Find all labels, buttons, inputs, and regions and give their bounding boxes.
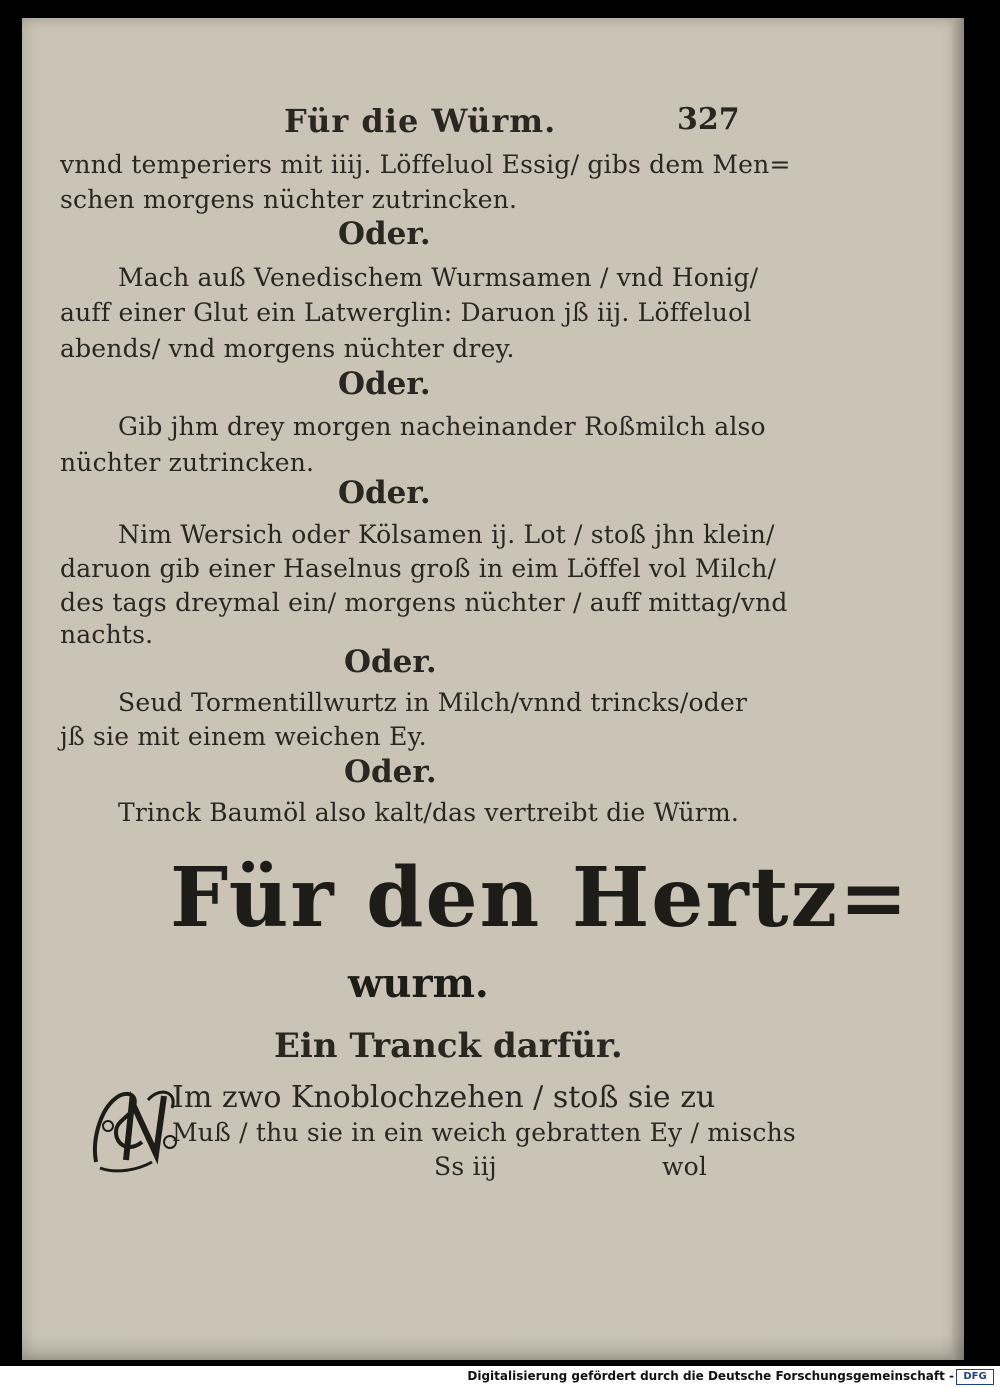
book-page <box>22 18 964 1360</box>
page-shadow <box>22 1334 964 1360</box>
text-line: nachts. <box>60 620 154 649</box>
text-line: schen morgens nüchter zutrincken. <box>60 185 518 214</box>
section-label: Oder. <box>338 475 431 511</box>
text-line: Gib jhm drey morgen nacheinander Roßmilch also <box>118 412 766 441</box>
text-line: auff einer Glut ein Latwerglin: Daruon jß iij. Löffeluol <box>60 298 752 327</box>
section-label: Oder. <box>338 366 431 402</box>
text-line: daruon gib einer Haselnus groß in eim Löffel vol Milch/ <box>60 554 777 583</box>
page-edge <box>952 18 964 1360</box>
text-line: jß sie mit einem weichen Ey. <box>60 722 427 751</box>
text-line: abends/ vnd morgens nüchter drey. <box>60 334 515 363</box>
funding-note: Digitalisierung gefördert durch die Deutsche Forschungsgemeinschaft - <box>467 1369 954 1383</box>
chapter-heading-continued: wurm. <box>348 960 489 1007</box>
text-line: vnnd temperiers mit iiij. Löffeluol Essig/ gibs dem Men= <box>60 150 791 179</box>
section-label: Oder. <box>338 216 431 252</box>
catchword: wol <box>662 1152 708 1181</box>
decorated-initial-icon <box>86 1080 182 1176</box>
text-line: Muß / thu sie in ein weich gebratten Ey / mischs <box>172 1118 796 1147</box>
signature-mark: Ss iij <box>434 1152 497 1181</box>
running-header: Für die Würm. <box>284 102 557 140</box>
text-line: Trinck Baumöl also kalt/das vertreibt die Würm. <box>118 798 740 827</box>
text-line: Mach auß Venedischem Wurmsamen / vnd Honig/ <box>118 263 759 292</box>
text-line: Im zwo Knoblochzehen / stoß sie zu <box>172 1080 716 1115</box>
text-line: des tags dreymal ein/ morgens nüchter / auff mittag/vnd <box>60 588 788 617</box>
text-line: nüchter zutrincken. <box>60 448 315 477</box>
section-label: Oder. <box>344 754 437 790</box>
page-number: 327 <box>677 102 740 137</box>
chapter-heading: Für den Hertz= <box>170 850 910 946</box>
dfg-logo-icon: DFG <box>956 1369 994 1385</box>
text-line: Nim Wersich oder Kölsamen ij. Lot / stoß jhn klein/ <box>118 520 775 549</box>
footer-bar <box>0 1366 1000 1387</box>
section-label: Oder. <box>344 644 437 680</box>
recipe-title: Ein Tranck darfür. <box>274 1026 623 1066</box>
text-line: Seud Tormentillwurtz in Milch/vnnd trincks/oder <box>118 688 748 717</box>
